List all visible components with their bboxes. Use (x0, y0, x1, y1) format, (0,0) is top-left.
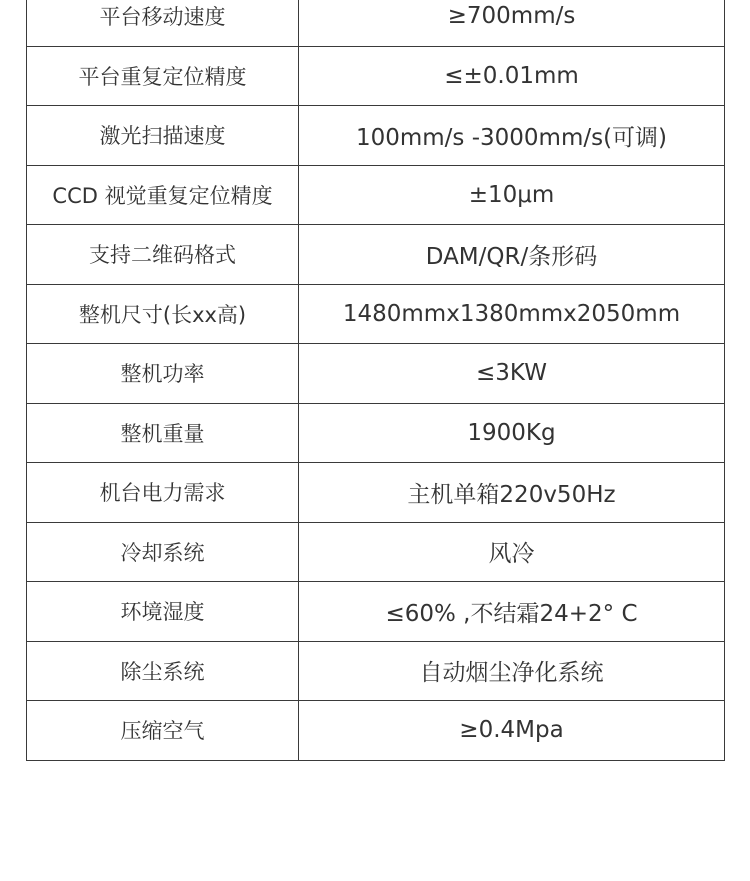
spec-label: 环境湿度 (120, 600, 205, 625)
spec-table-body (27, 0, 725, 760)
spec-label: 冷却系统 (120, 540, 205, 565)
table-row (27, 225, 725, 285)
spec-value-cell (299, 582, 725, 642)
table-row (27, 344, 725, 404)
table-row (27, 641, 725, 701)
spec-value: 100mm/s -3000mm/s(可调) (355, 124, 668, 151)
spec-label-cell (27, 106, 299, 166)
spec-label: 压缩空气 (120, 719, 205, 744)
spec-value: 1480mmx1380mmx2050mm (342, 300, 681, 327)
spec-label: CCD 视觉重复定位精度 (52, 183, 273, 208)
spec-label-cell (27, 522, 299, 582)
spec-value: DAM/QR/条形码 (425, 243, 598, 270)
spec-label: 平台重复定位精度 (78, 64, 247, 89)
spec-label-cell (27, 403, 299, 463)
table-row (27, 284, 725, 344)
spec-value-cell (299, 225, 725, 285)
spec-value-cell (299, 463, 725, 523)
spec-value: 1900Kg (467, 419, 556, 446)
spec-value-cell (299, 165, 725, 225)
spec-label-cell (27, 284, 299, 344)
spec-label: 除尘系统 (120, 659, 205, 684)
spec-value-cell (299, 0, 725, 46)
table-row (27, 106, 725, 166)
spec-value: 自动烟尘净化系统 (419, 660, 604, 687)
table-row (27, 46, 725, 106)
table-row (27, 701, 725, 761)
table-row (27, 463, 725, 523)
spec-value: ±10μm (468, 181, 555, 208)
spec-value: 主机单箱220v50Hz (407, 481, 616, 508)
spec-label-cell (27, 46, 299, 106)
spec-value-cell (299, 522, 725, 582)
spec-label-cell (27, 165, 299, 225)
spec-value-cell (299, 284, 725, 344)
spec-label-cell (27, 225, 299, 285)
spec-value-cell (299, 403, 725, 463)
spec-value: ≤3KW (476, 360, 547, 387)
spec-value: ≤±0.01mm (444, 62, 579, 89)
spec-value-cell (299, 701, 725, 761)
table-row (27, 165, 725, 225)
spec-label: 平台移动速度 (99, 5, 226, 30)
spec-label: 激光扫描速度 (99, 124, 226, 149)
spec-label-cell (27, 641, 299, 701)
spec-label: 整机尺寸(长xx高) (78, 302, 247, 327)
spec-label-cell (27, 463, 299, 523)
table-row (27, 522, 725, 582)
spec-label-cell (27, 582, 299, 642)
spec-label-cell (27, 0, 299, 46)
spec-value: 风冷 (488, 541, 535, 568)
table-row (27, 0, 725, 46)
spec-value-cell (299, 46, 725, 106)
spec-table (26, 0, 725, 761)
spec-label: 机台电力需求 (99, 481, 226, 506)
spec-label: 支持二维码格式 (89, 243, 236, 268)
spec-value-cell (299, 106, 725, 166)
spec-label-cell (27, 701, 299, 761)
spec-value-cell (299, 344, 725, 404)
spec-label: 整机功率 (120, 362, 205, 387)
table-row (27, 582, 725, 642)
spec-label: 整机重量 (120, 421, 205, 446)
spec-value: ≥700mm/s (447, 3, 576, 30)
spec-value: ≤60% ,不结霜24+2° C (385, 600, 638, 627)
spec-value: ≥0.4Mpa (459, 717, 564, 744)
spec-value-cell (299, 641, 725, 701)
spec-label-cell (27, 344, 299, 404)
table-row (27, 403, 725, 463)
